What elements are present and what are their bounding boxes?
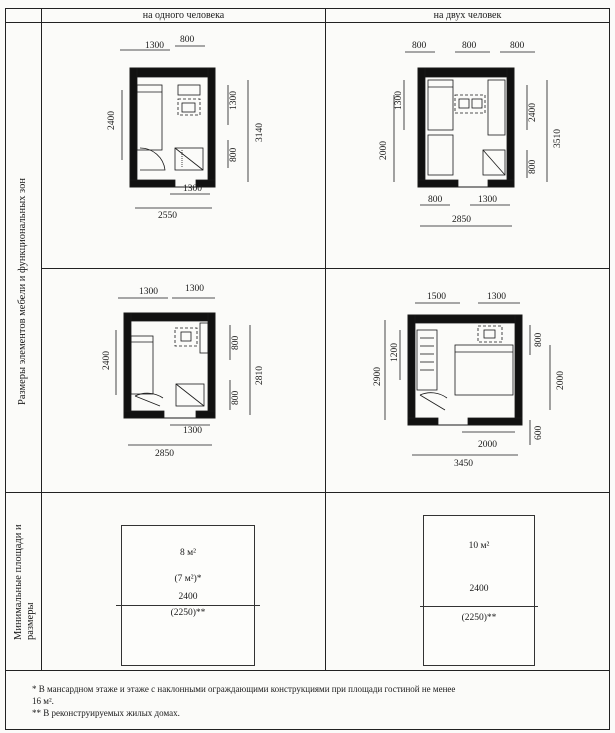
p4-bottom-b: 3450: [454, 459, 473, 469]
width-line: [420, 606, 538, 607]
header-two-persons: на двух человек: [433, 10, 502, 21]
plan-4: [385, 303, 550, 455]
p4-right-b: 2000: [556, 371, 566, 390]
p2-left-b: 2000: [379, 141, 389, 160]
plan-2: [394, 52, 547, 226]
width-line: [116, 605, 260, 606]
p4-right-a: 800: [534, 332, 544, 347]
p1-right-c: 800: [229, 147, 239, 162]
header-one-person: на одного человека: [142, 10, 225, 21]
area-box-one: [121, 525, 255, 666]
area-two-width-alt: (2250)**: [461, 613, 497, 623]
p1-bottom-a: 1300: [183, 184, 202, 194]
p1-right-a: 1300: [229, 91, 239, 110]
row-label-furniture: Размеры элементов мебели и функциональных зон: [17, 178, 28, 405]
p4-right-c: 600: [534, 425, 544, 440]
p3-bottom-a: 1300: [183, 426, 202, 436]
p2-bottom-c: 2850: [452, 215, 471, 225]
area-box-two: [423, 515, 535, 666]
area-one-width-alt: (2250)**: [170, 608, 206, 618]
footnote-1-cont: 16 м².: [32, 696, 54, 706]
p2-right-b: 3510: [553, 129, 563, 148]
p2-left-a: 1300: [394, 91, 404, 110]
p2-right-a: 2400: [528, 103, 538, 122]
p3-right-c: 800: [231, 390, 241, 405]
footnote-2: ** В реконструируемых жилых домах.: [32, 708, 180, 718]
p1-right-b: 3140: [255, 123, 265, 142]
plan-3: [116, 298, 250, 445]
p4-top-b: 1300: [487, 292, 506, 302]
p4-top-a: 1500: [427, 292, 446, 302]
p3-right-b: 2810: [255, 366, 265, 385]
p3-top-b: 1300: [185, 284, 204, 294]
p1-bottom-b: 2550: [158, 211, 177, 221]
area-one-value: 8 м²: [180, 548, 196, 558]
p2-top-b: 800: [462, 41, 477, 51]
p4-left-b: 1200: [390, 343, 400, 362]
p3-bottom-b: 2850: [155, 449, 174, 459]
p2-top-c: 800: [510, 41, 525, 51]
p4-left-a: 2900: [373, 367, 383, 386]
area-two-width: 2400: [469, 584, 489, 594]
p3-right-a: 800: [231, 335, 241, 350]
p2-right-c: 800: [528, 159, 538, 174]
p4-bottom-a: 2000: [478, 440, 497, 450]
p3-top-a: 1300: [139, 287, 158, 297]
footnote-1: * В мансардном этаже и этаже с наклонными ограждающими конструкциями при площади гостиной не менее: [32, 684, 456, 694]
area-one-alt: (7 м²)*: [174, 574, 202, 584]
area-one-width: 2400: [178, 592, 198, 602]
p1-left: 2400: [107, 111, 117, 130]
row-label-minimum: Минимальные площади и размеры: [13, 524, 36, 640]
p2-bottom-a: 800: [428, 195, 443, 205]
p2-bottom-b: 1300: [478, 195, 497, 205]
area-two-value: 10 м²: [468, 541, 490, 551]
p1-top-b: 800: [180, 35, 195, 45]
p3-left: 2400: [102, 351, 112, 370]
p2-top-a: 800: [412, 41, 427, 51]
p1-top-a: 1300: [145, 41, 164, 51]
